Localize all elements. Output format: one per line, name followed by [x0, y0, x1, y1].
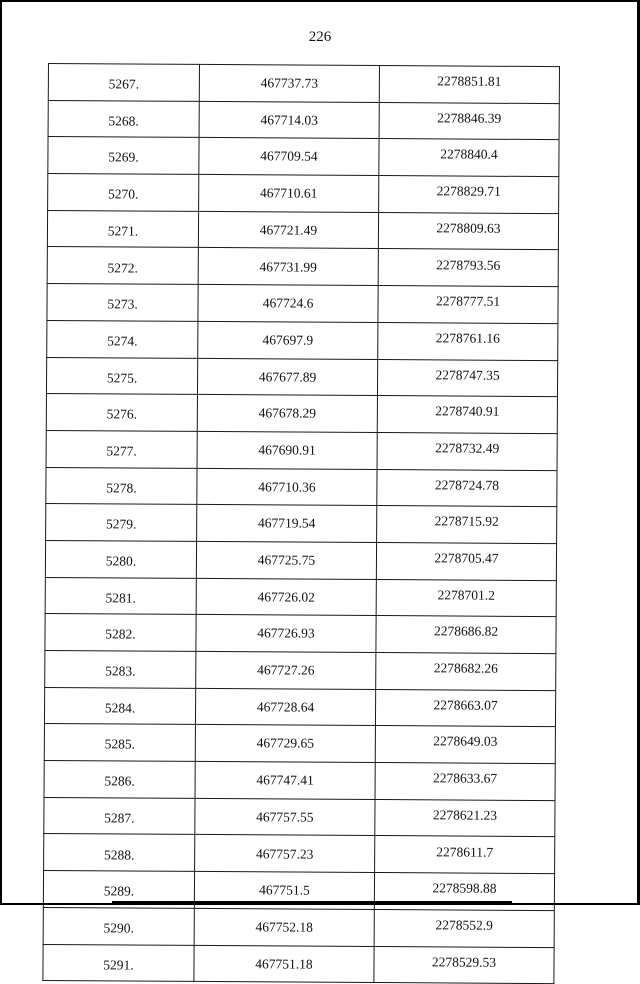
- table-row: [44, 724, 555, 764]
- table-row: [44, 687, 555, 727]
- point-number-cell: 5276.: [46, 394, 197, 432]
- y-coordinate-cell: 2278715.92: [377, 506, 557, 544]
- point-number-cell: 5278.: [46, 467, 197, 505]
- table-row: [43, 871, 554, 911]
- x-coordinate-cell: 467690.91: [197, 431, 377, 469]
- point-number-cell: 5284.: [44, 687, 195, 725]
- y-coordinate-cell: 2278598.88: [374, 873, 554, 911]
- table-row: [45, 614, 556, 654]
- y-coordinate-cell: 2278633.67: [375, 763, 555, 801]
- y-coordinate-cell: 2278829.71: [379, 176, 559, 214]
- x-coordinate-cell: 467678.29: [197, 395, 377, 433]
- point-number-cell: 5279.: [46, 504, 197, 542]
- point-number-cell: 5277.: [46, 430, 197, 468]
- y-coordinate-cell: 2278705.47: [376, 542, 556, 580]
- table-row: [48, 64, 559, 104]
- point-number-cell: 5273.: [47, 284, 198, 322]
- y-coordinate-cell: 2278840.4: [379, 139, 559, 177]
- x-coordinate-cell: 467726.02: [196, 578, 376, 616]
- point-number-cell: 5290.: [43, 907, 194, 945]
- x-coordinate-cell: 467737.73: [199, 64, 379, 102]
- table-row: [48, 100, 559, 140]
- x-coordinate-cell: 467721.49: [198, 211, 378, 249]
- point-number-cell: 5289.: [43, 871, 194, 909]
- x-coordinate-cell: 467709.54: [199, 138, 379, 176]
- x-coordinate-cell: 467697.9: [198, 321, 378, 359]
- x-coordinate-cell: 467725.75: [196, 541, 376, 579]
- y-coordinate-cell: 2278761.16: [378, 322, 558, 360]
- table-row: [45, 650, 556, 690]
- y-coordinate-cell: 2278724.78: [377, 469, 557, 507]
- point-number-cell: 5269.: [48, 137, 199, 175]
- x-coordinate-cell: 467731.99: [198, 248, 378, 286]
- point-number-cell: 5291.: [43, 944, 194, 982]
- point-number-cell: 5275.: [46, 357, 197, 395]
- table-row: [47, 320, 558, 360]
- bottom-rule: [112, 901, 512, 903]
- table-row: [46, 394, 557, 434]
- y-coordinate-cell: 2278649.03: [375, 726, 555, 764]
- y-coordinate-cell: 2278663.07: [375, 689, 555, 727]
- x-coordinate-cell: 467677.89: [197, 358, 377, 396]
- x-coordinate-cell: 467751.18: [194, 945, 374, 983]
- table-row: [48, 137, 559, 177]
- x-coordinate-cell: 467752.18: [194, 908, 374, 946]
- point-number-cell: 5270.: [48, 174, 199, 212]
- page-number: 226: [308, 29, 332, 45]
- point-number-cell: 5271.: [47, 210, 198, 248]
- point-number-cell: 5280.: [45, 540, 196, 578]
- table-row: [44, 761, 555, 801]
- table-row: [44, 797, 555, 837]
- x-coordinate-cell: 467710.61: [199, 174, 379, 212]
- y-coordinate-cell: 2278682.26: [376, 653, 556, 691]
- y-coordinate-cell: 2278851.81: [379, 66, 559, 104]
- x-coordinate-cell: 467719.54: [197, 505, 377, 543]
- point-number-cell: 5267.: [48, 64, 199, 102]
- x-coordinate-cell: 467747.41: [195, 761, 375, 799]
- table-row: [43, 907, 554, 947]
- point-number-cell: 5274.: [47, 320, 198, 358]
- table-row: [45, 540, 556, 580]
- y-coordinate-cell: 2278621.23: [375, 799, 555, 837]
- y-coordinate-cell: 2278701.2: [376, 579, 556, 617]
- x-coordinate-cell: 467726.93: [196, 615, 376, 653]
- y-coordinate-cell: 2278740.91: [377, 396, 557, 434]
- y-coordinate-cell: 2278552.9: [374, 909, 554, 947]
- x-coordinate-cell: 467714.03: [199, 101, 379, 139]
- y-coordinate-cell: 2278846.39: [379, 102, 559, 140]
- y-coordinate-cell: 2278529.53: [374, 946, 554, 984]
- point-number-cell: 5283.: [45, 650, 196, 688]
- coordinate-table-body: [43, 64, 560, 984]
- point-number-cell: 5281.: [45, 577, 196, 615]
- y-coordinate-cell: 2278777.51: [378, 286, 558, 324]
- y-coordinate-cell: 2278809.63: [378, 212, 558, 250]
- x-coordinate-cell: 467757.23: [195, 835, 375, 873]
- table-row: [46, 357, 557, 397]
- table-row: [43, 944, 554, 984]
- point-number-cell: 5272.: [47, 247, 198, 285]
- x-coordinate-cell: 467757.55: [195, 798, 375, 836]
- y-coordinate-cell: 2278747.35: [377, 359, 557, 397]
- table-row: [48, 174, 559, 214]
- y-coordinate-cell: 2278732.49: [377, 432, 557, 470]
- table-row: [46, 430, 557, 470]
- table-row: [47, 210, 558, 250]
- table-row: [45, 577, 556, 617]
- table-row: [47, 284, 558, 324]
- y-coordinate-cell: 2278686.82: [376, 616, 556, 654]
- point-number-cell: 5288.: [44, 834, 195, 872]
- table-row: [46, 504, 557, 544]
- x-coordinate-cell: 467751.5: [194, 872, 374, 910]
- point-number-cell: 5286.: [44, 761, 195, 799]
- table-row: [47, 247, 558, 287]
- x-coordinate-cell: 467724.6: [198, 285, 378, 323]
- y-coordinate-cell: 2278793.56: [378, 249, 558, 287]
- point-number-cell: 5268.: [48, 100, 199, 138]
- point-number-cell: 5285.: [44, 724, 195, 762]
- x-coordinate-cell: 467728.64: [195, 688, 375, 726]
- table-row: [44, 834, 555, 874]
- y-coordinate-cell: 2278611.7: [375, 836, 555, 874]
- x-coordinate-cell: 467710.36: [197, 468, 377, 506]
- point-number-cell: 5287.: [44, 797, 195, 835]
- coordinate-table: [42, 63, 560, 984]
- table-row: [46, 467, 557, 507]
- x-coordinate-cell: 467729.65: [195, 725, 375, 763]
- point-number-cell: 5282.: [45, 614, 196, 652]
- x-coordinate-cell: 467727.26: [196, 651, 376, 689]
